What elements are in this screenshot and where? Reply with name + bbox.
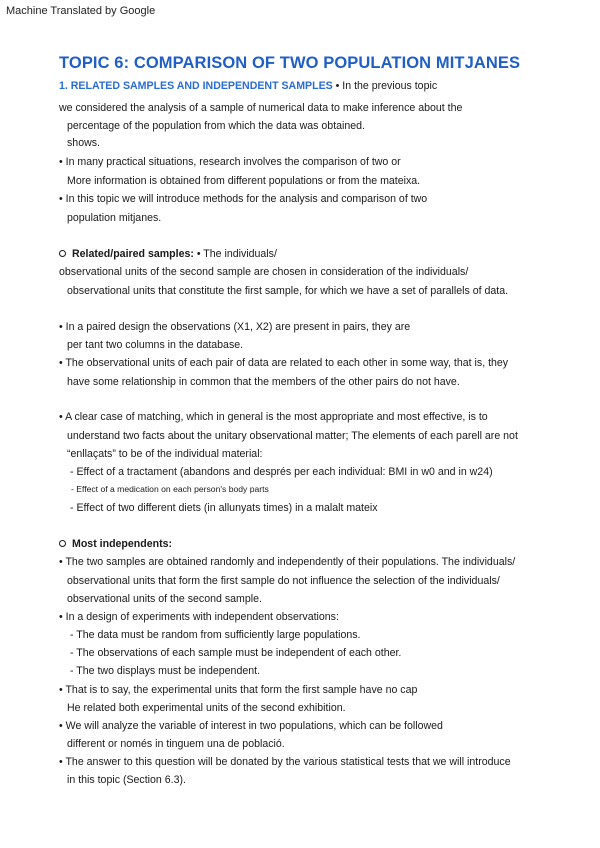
related-line: “enllaçats” to be of the individual material: (67, 448, 263, 460)
machine-translation-note: Machine Translated by Google (6, 5, 156, 17)
section1-line: population mitjanes. (67, 212, 162, 224)
related-example: - Effect of two different diets (in allunyats times) in a malalt mateix (70, 502, 378, 514)
independent-line: - The observations of each sample must be independent of each other. (70, 647, 402, 659)
related-line: have some relationship in common that the members of the other pairs do not have. (67, 376, 460, 388)
independent-line: He related both experimental units of the second exhibition. (67, 702, 346, 714)
section1-heading-line (59, 80, 437, 93)
independent-line: - The data must be random from sufficiently large populations. (70, 629, 361, 641)
independent-line: • The two samples are obtained randomly and independently of their populations. The individuals/ (59, 556, 516, 568)
related-example: - Effect of a tractament (abandons and després per each individual: BMI in w0 and in w24) (70, 466, 493, 478)
section1-line: we considered the analysis of a sample of numerical data to make inference about the (59, 102, 463, 114)
independent-heading: Most independents: (72, 538, 173, 550)
section1-line: shows. (67, 137, 100, 149)
page-title: TOPIC 6: COMPARISON OF TWO POPULATION MITJANES (59, 54, 521, 72)
independent-line: • The answer to this question will be donated by the various statistical tests that we will introduce (59, 756, 511, 768)
section1-line: • In many practical situations, research involves the comparison of two or (59, 156, 401, 168)
related-heading: Related/paired samples: (72, 248, 194, 260)
related-line: per tant two columns in the database. (67, 339, 244, 351)
independent-line: in this topic (Section 6.3). (67, 774, 186, 786)
independent-line: • We will analyze the variable of interest in two populations, which can be followed (59, 720, 443, 732)
related-line: • A clear case of matching, which in general is the most appropriate and most effective, is to (59, 411, 488, 423)
independent-line: observational units of the second sample. (67, 593, 262, 605)
related-line: observational units that constitute the first sample, for which we have a set of parallels of data. (67, 285, 509, 297)
circle-bullet-icon (59, 250, 66, 257)
independent-line: • That is to say, the experimental units that form the first sample have no cap (59, 684, 418, 696)
related-line: • The observational units of each pair of data are related to each other in some way, that is, they (59, 357, 509, 369)
independent-line: different or només in tinguem una de població. (67, 738, 285, 750)
section1-heading: 1. RELATED SAMPLES AND INDEPENDENT SAMPLES (59, 80, 333, 92)
section1-line: More information is obtained from different populations or from the mateixa. (67, 175, 421, 187)
related-line: understand two facts about the unitary observational matter; The elements of each parell are not (67, 430, 518, 442)
related-example: - Effect of a medication on each person's body parts (71, 484, 269, 494)
independent-line: • In a design of experiments with independent observations: (59, 611, 339, 623)
section1-heading-tail: • In the previous topic (332, 80, 438, 92)
related-heading-tail: • The individuals/ (193, 248, 277, 260)
independent-line: observational units that form the first sample do not influence the selection of the individuals/ (67, 575, 500, 587)
related-line: • In a paired design the observations (X1, X2) are present in pairs, they are (59, 321, 411, 333)
related-line: observational units of the second sample are chosen in consideration of the individuals/ (59, 266, 469, 278)
section1-line: percentage of the population from which the data was obtained. (67, 120, 366, 132)
section1-line: • In this topic we will introduce methods for the analysis and comparison of two (59, 193, 428, 205)
independent-heading-line (59, 538, 172, 551)
circle-bullet-icon (59, 540, 66, 547)
independent-line: - The two displays must be independent. (70, 665, 261, 677)
related-heading-line (59, 248, 277, 261)
